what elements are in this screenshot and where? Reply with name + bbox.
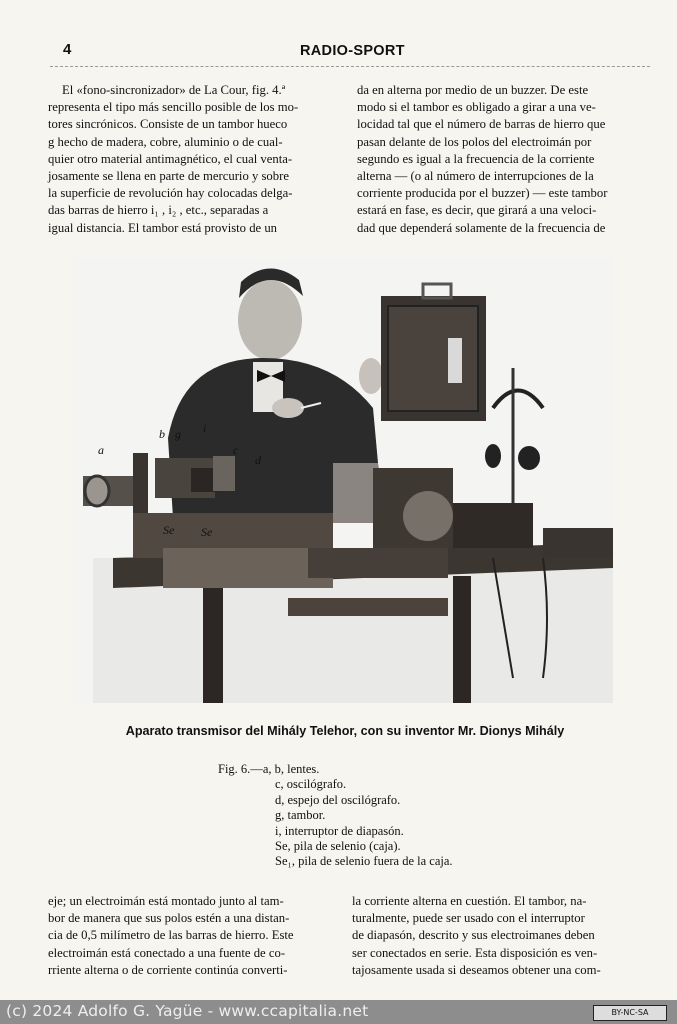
text-line: das barras de hierro i₁ , i₂ , etc., separadas a [48, 203, 269, 218]
text-line: cia de 0,5 milímetro de las barras de hierro. Este [48, 928, 294, 943]
text-line: dad que dependerá solamente de la frecuencia de [357, 220, 606, 235]
text-line: El «fono-sincronizador» de La Cour, fig. 4.ª [62, 83, 286, 97]
text-line: eje; un electroimán está montado junto al tam- [48, 894, 284, 908]
legend-item: i, interruptor de diapasón. [275, 823, 404, 838]
legend-item: Se, pila de selenio (caja). [275, 839, 401, 854]
text-line: electroimán está conectado a una fuente de co- [48, 945, 286, 960]
text-line: modo si el tambor es obligado a girar a una ve- [357, 100, 596, 115]
text-line: turalmente, puede ser usado con el interruptor [352, 911, 585, 926]
copyright-footer [0, 1000, 677, 1024]
text-column-bottom-right [352, 893, 642, 979]
inventor-photograph [73, 258, 613, 703]
legend-item: Se₁, pila de selenio fuera de la caja. [275, 854, 453, 869]
photo-label-se1: Se [201, 525, 213, 539]
figure-legend [218, 762, 453, 870]
text-line: igual distancia. El tambor está provisto de un [48, 220, 278, 235]
text-line: rriente alterna o de corriente continúa converti- [48, 962, 288, 977]
magazine-title: RADIO-SPORT [300, 43, 405, 59]
text-column-bottom-left [48, 893, 338, 979]
copyright-text: (c) 2024 Adolfo G. Yagüe - www.ccapitalia.net [6, 1002, 369, 1020]
text-line: alterna — (o al número de interrupciones de la [357, 169, 594, 184]
legend-item: g, tambor. [275, 808, 326, 823]
text-line: tajosamente usada si deseamos obtener una com- [352, 962, 601, 977]
text-line: tores sincrónicos. Consiste de un tambor hueco [48, 117, 288, 132]
text-line: locidad tal que el número de barras de hierro que [357, 117, 606, 132]
text-line: g hecho de madera, cobre, aluminio o de cual- [48, 134, 283, 149]
photo-label-g: g [175, 427, 181, 441]
page-number: 4 [63, 41, 72, 58]
text-line: corriente producida por el buzzer) — este tambor [357, 186, 608, 201]
text-line: da en alterna por medio de un buzzer. De este [357, 83, 589, 97]
text-line: ser conectados en serie. Esta disposición es ven- [352, 945, 598, 960]
text-line: bor de manera que sus polos estén a una distan- [48, 911, 290, 926]
license-badge: BY-NC-SA [593, 1005, 667, 1021]
photo-label-a: a [98, 443, 104, 457]
page-header [50, 36, 650, 67]
text-line: representa el tipo más sencillo posible de los mo- [48, 100, 299, 115]
text-line: de diapasón, descrito y sus electroimanes deben [352, 928, 595, 943]
text-line: pasan delante de los polos del electroimán por [357, 134, 592, 149]
text-line: quier otro material antimagnético, el cual venta- [48, 151, 293, 166]
photo-label-d: d [255, 453, 261, 467]
photo-caption: Aparato transmisor del Mihály Telehor, con su inventor Mr. Dionys Mihály [125, 724, 565, 738]
text-line: segundo es igual a la frecuencia de la corriente [357, 151, 595, 166]
photo-label-i: i [203, 421, 207, 435]
text-line: estará en fase, es decir, que girará a una veloci- [357, 203, 597, 218]
figure-number: Fig. 6.— [218, 762, 263, 776]
photo-label-c: c [233, 443, 239, 457]
text-line: josamente se llena en parte de mercurio y sobre [48, 169, 289, 184]
text-line: la superficie de revolución hay colocadas delga- [48, 186, 293, 201]
text-line: la corriente alterna en cuestión. El tambor, na- [352, 894, 587, 908]
legend-item: d, espejo del oscilógrafo. [275, 792, 401, 807]
text-column-top-left [48, 82, 338, 237]
photo-label-b: b [159, 427, 165, 441]
legend-item: c, oscilógrafo. [275, 777, 347, 792]
legend-item: a, b, lentes. [262, 762, 320, 776]
text-column-top-right [357, 82, 644, 237]
photo-label-se: Se [163, 523, 175, 537]
